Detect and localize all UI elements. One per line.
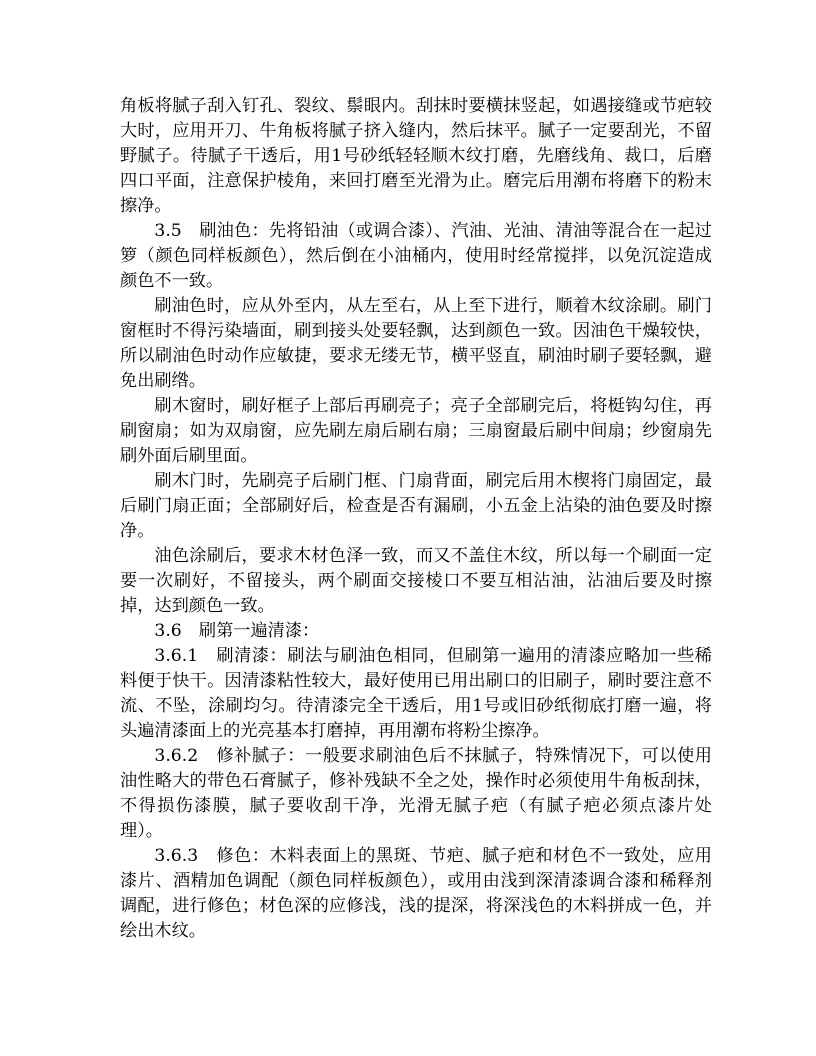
paragraph-3-6-2-putty-repair: 3.6.2 修补腻子：一般要求刷油色后不抹腻子，特殊情况下，可以使用油性略大的带色石膏腻子，修补残缺不全之处，操作时必须使用牛角板刮抹，不得损伤漆膜，腻子要收刮干净，光滑无腻子疤（有腻子疤必须点漆片处理）。: [120, 746, 712, 841]
paragraph-wood-door: 刷木门时，先刷亮子后刷门框、门扇背面，刷完后用木楔将门扇固定，最后刷门扇正面；全部刷好后，检查是否有漏刷，小五金上沾染的油色要及时擦净。: [120, 471, 712, 541]
paragraph-wood-window: 刷木窗时，刷好框子上部后再刷亮子；亮子全部刷完后，将梃钩勾住，再刷窗扇；如为双扇窗，应先刷左扇后刷右扇；三扇窗最后刷中间扇；纱窗扇先刷外面后刷里面。: [120, 396, 712, 466]
paragraph-3-6-heading: 3.6 刷第一遍清漆：: [154, 621, 320, 641]
paragraph-putty-sanding: 角板将腻子刮入钉孔、裂纹、鬃眼内。刮抹时要横抹竖起，如遇接缝或节疤较大时，应用开刀、牛角板将腻子挤入缝内，然后抹平。腻子一定要刮光，不留野腻子。待腻子干透后，用1号砂纸轻轻顺木纹打磨，先磨线角、裁口，后磨四口平面，注意保护棱角，来回打磨至光滑为止。磨完后用潮布将磨下的粉末擦净。: [120, 96, 712, 216]
paragraph-oil-color-order: 刷油色时，应从外至内，从左至右，从上至下进行，顺着木纹涂刷。刷门窗框时不得污染墙面，刷到接头处要轻飘，达到颜色一致。因油色干燥较快，所以刷油色时动作应敏捷，要求无缕无节，横平竖直，刷油时刷子要轻飘，避免出刷绺。: [120, 296, 712, 391]
paragraph-3-5-oil-color: 3.5 刷油色：先将铅油（或调合漆）、汽油、光油、清油等混合在一起过箩（颜色同样板颜色），然后倒在小油桶内，使用时经常搅拌，以免沉淀造成颜色不一致。: [120, 221, 712, 291]
paragraph-3-6-1-varnish: 3.6.1 刷清漆：刷法与刷油色相同，但刷第一遍用的清漆应略加一些稀料便于快干。因清漆粘性较大，最好使用已用出刷口的旧刷子，刷时要注意不流、不坠，涂刷均匀。待清漆完全干透后，用1号或旧砂纸彻底打磨一遍，将头遍清漆面上的光亮基本打磨掉，再用潮布将粉尘擦净。: [120, 646, 712, 741]
document-body: [120, 94, 712, 944]
paragraph-oil-color-result: 油色涂刷后，要求木材色泽一致，而又不盖住木纹，所以每一个刷面一定要一次刷好，不留接头，两个刷面交接棱口不要互相沾油，沾油后要及时擦掉，达到颜色一致。: [120, 546, 712, 616]
paragraph-3-6-3-color-repair: 3.6.3 修色：木料表面上的黑斑、节疤、腻子疤和材色不一致处，应用漆片、酒精加色调配（颜色同样板颜色），或用由浅到深清漆调合漆和稀释剂调配，进行修色；材色深的应修浅，浅的提深，将深浅色的木料拼成一色，并绘出木纹。: [120, 846, 712, 941]
